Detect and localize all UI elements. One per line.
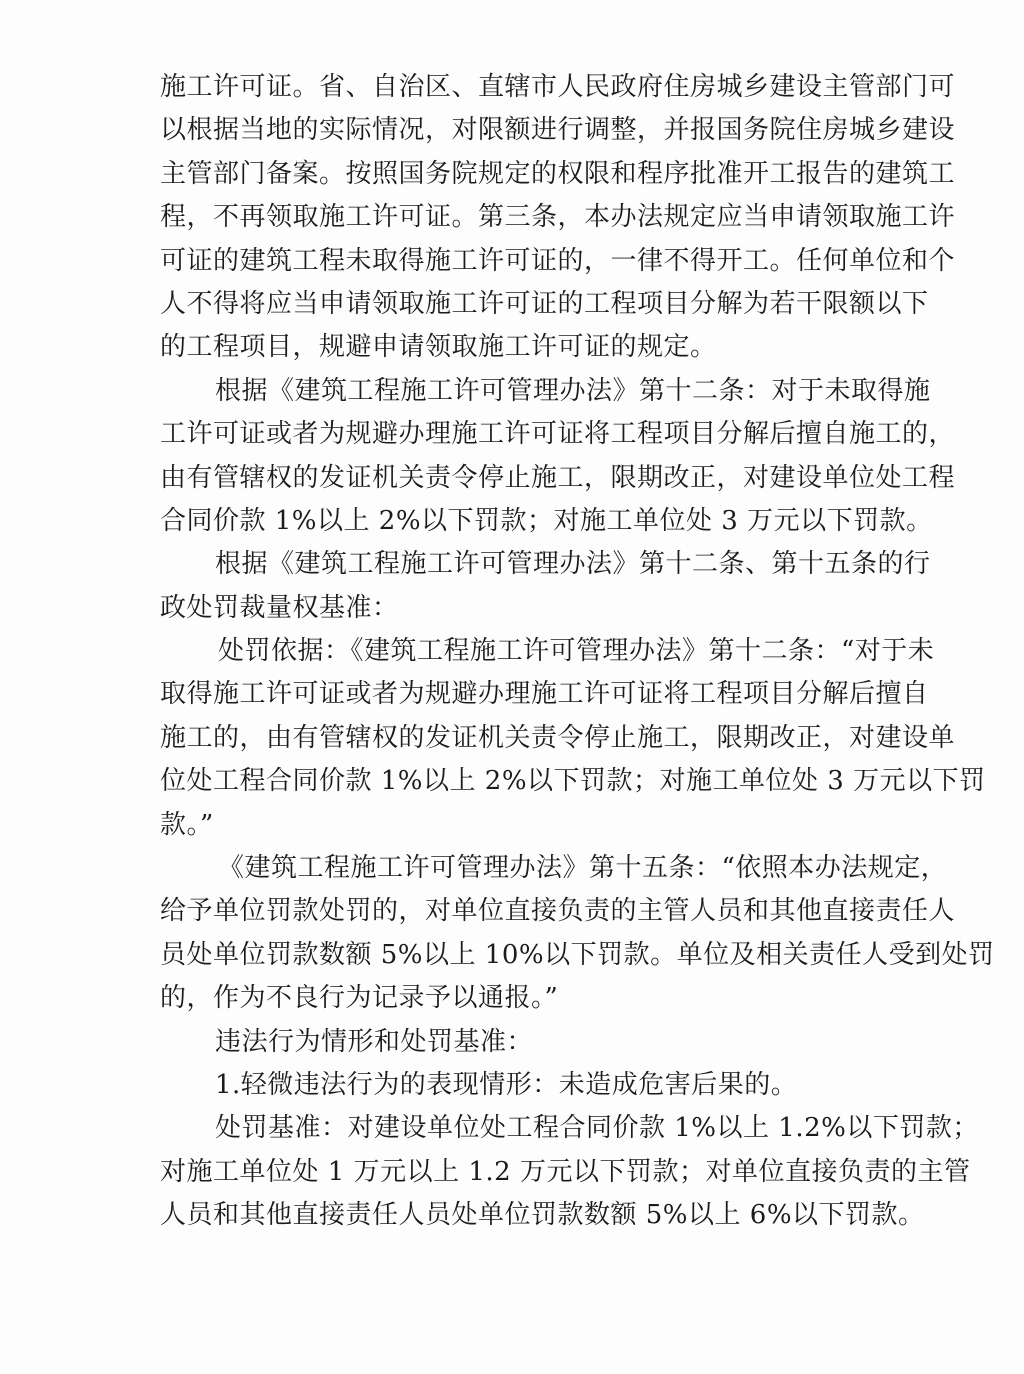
text-line: 根据《建筑工程施工许可管理办法》第十二条、第十五条的行 — [215, 549, 931, 580]
text-line: 款。” — [160, 809, 214, 840]
text-line: 的，作为不良行为记录予以通报。” — [160, 983, 559, 1014]
text-line: 政处罚裁量权基准： — [160, 592, 399, 623]
text-line: 对施工单位处 1 万元以上 1.2 万元以下罚款；对单位直接负责的主管 — [160, 1156, 971, 1187]
text-line: 程，不再领取施工许可证。第三条，本办法规定应当申请领取施工许 — [160, 202, 956, 233]
text-line: 员处单位罚款数额 5%以上 10%以下罚款。单位及相关责任人受到处罚 — [160, 939, 995, 970]
document-body — [160, 66, 995, 1238]
text-line: 主管部门备案。按照国务院规定的权限和程序批准开工报告的建筑工 — [160, 158, 956, 189]
text-line: 1.轻微违法行为的表现情形：未造成危害后果的。 — [215, 1069, 798, 1100]
text-line: 取得施工许可证或者为规避办理施工许可证将工程项目分解后擅自 — [160, 679, 929, 710]
text-line: 人员和其他直接责任人员处单位罚款数额 5%以上 6%以下罚款。 — [160, 1200, 925, 1231]
text-line: 人不得将应当申请领取施工许可证的工程项目分解为若干限额以下 — [160, 288, 929, 319]
text-line: 工许可证或者为规避办理施工许可证将工程项目分解后擅自施工的， — [160, 419, 956, 450]
text-line: 处罚依据：《建筑工程施工许可管理办法》第十二条：“对于未 — [218, 636, 935, 667]
text-line: 的工程项目，规避申请领取施工许可证的规定。 — [160, 332, 717, 363]
text-line: 《建筑工程施工许可管理办法》第十五条：“依照本办法规定， — [218, 853, 948, 884]
text-line: 以根据当地的实际情况，对限额进行调整，并报国务院住房城乡建设 — [160, 115, 956, 146]
text-line: 违法行为情形和处罚基准： — [215, 1026, 534, 1057]
text-line: 位处工程合同价款 1%以上 2%以下罚款；对施工单位处 3 万元以下罚 — [160, 766, 986, 797]
text-line: 由有管辖权的发证机关责令停止施工，限期改正，对建设单位处工程 — [160, 462, 956, 493]
text-line: 根据《建筑工程施工许可管理办法》第十二条：对于未取得施 — [215, 375, 931, 406]
text-line: 处罚基准：对建设单位处工程合同价款 1%以上 1.2%以下罚款； — [215, 1113, 979, 1144]
text-line: 给予单位罚款处罚的，对单位直接负责的主管人员和其他直接责任人 — [160, 896, 956, 927]
text-line: 可证的建筑工程未取得施工许可证的，一律不得开工。任何单位和个 — [160, 245, 956, 276]
text-line: 施工许可证。省、自治区、直辖市人民政府住房城乡建设主管部门可 — [160, 72, 956, 102]
text-line: 施工的，由有管辖权的发证机关责令停止施工，限期改正，对建设单 — [160, 722, 956, 753]
text-line: 合同价款 1%以上 2%以下罚款；对施工单位处 3 万元以下罚款。 — [160, 505, 933, 536]
